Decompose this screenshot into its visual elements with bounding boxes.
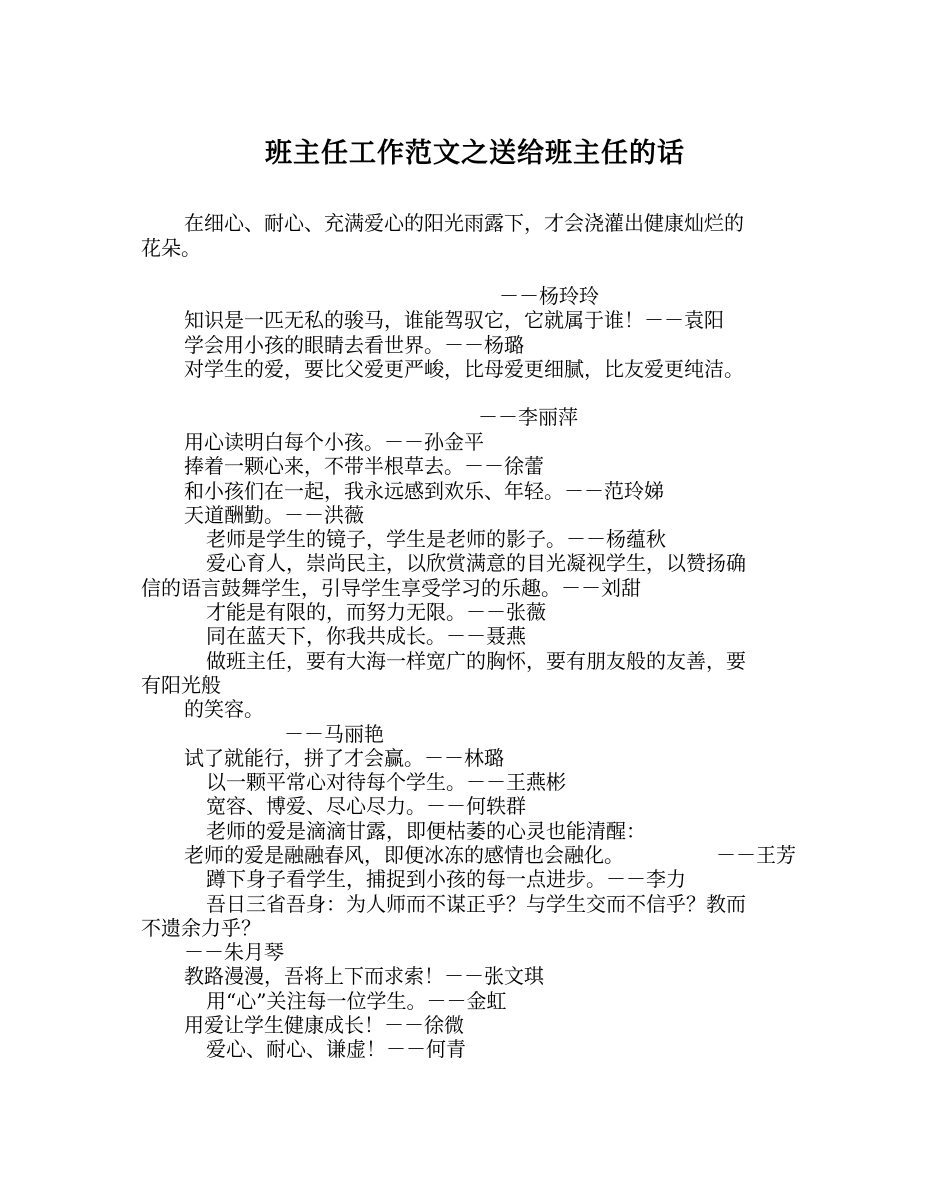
text-line: 爱心育人，崇尚民主，以欣赏满意的目光凝视学生，以赞扬确 <box>206 551 746 575</box>
text-line: 老师的爱是滴滴甘露，即便枯萎的心灵也能清醒： <box>206 819 646 843</box>
text-line: 捧着一颗心来，不带半根草去。－－徐蕾 <box>184 454 544 478</box>
text-line: 信的语言鼓舞学生，引导学生享受学习的乐趣。－－刘甜 <box>141 576 641 600</box>
text-line: 爱心、耐心、谦虚！－－何青 <box>206 1037 466 1061</box>
text-line: 才能是有限的，而努力无限。－－张薇 <box>206 600 546 624</box>
text-line: 老师是学生的镜子，学生是老师的影子。－－杨蕴秋 <box>206 527 666 551</box>
text-line: 试了就能行，拼了才会赢。－－林璐 <box>184 746 504 770</box>
text-line: 有阳光般 <box>141 673 221 697</box>
attribution-line: －－马丽艳 <box>284 722 384 746</box>
attribution-line: －－杨玲玲 <box>499 284 599 308</box>
text-line: 蹲下身子看学生，捕捉到小孩的每一点进步。－－李力 <box>206 867 686 891</box>
text-line: 同在蓝天下，你我共成长。－－聂燕 <box>206 624 526 648</box>
text-line: 老师的爱是融融春风，即便冰冻的感情也会融化。 <box>184 843 624 867</box>
text-line: 对学生的爱，要比父爱更严峻，比母爱更细腻，比友爱更纯洁。 <box>184 357 744 381</box>
text-line: 的笑容。 <box>184 697 264 721</box>
text-line: 天道酬勤。－－洪薇 <box>184 503 364 527</box>
text-line: 教路漫漫，吾将上下而求索！－－张文琪 <box>184 964 544 988</box>
attribution-line: －－李丽萍 <box>478 405 578 429</box>
text-line: 吾日三省吾身：为人师而不谋正乎？与学生交而不信乎？教而 <box>206 892 746 916</box>
text-line: 花朵。 <box>141 236 201 260</box>
document-title: 班主任工作范文之送给班主任的话 <box>265 138 685 169</box>
text-line: 知识是一匹无私的骏马，谁能驾驭它，它就属于谁！－－袁阳 <box>184 308 724 332</box>
text-line: 在细心、耐心、充满爱心的阳光雨露下，才会浇灌出健康灿烂的 <box>184 211 744 235</box>
text-line: 用爱让学生健康成长！－－徐微 <box>184 1013 464 1037</box>
text-line: 宽容、博爱、尽心尽力。－－何轶群 <box>206 794 526 818</box>
attribution-line: －－王芳 <box>716 843 796 867</box>
text-line: 学会用小孩的眼睛去看世界。－－杨璐 <box>184 333 524 357</box>
text-line: 用心读明白每个小孩。－－孙金平 <box>184 430 484 454</box>
text-line: 不遗余力乎？ <box>141 916 261 940</box>
text-line: 以一颗平常心对待每个学生。－－王燕彬 <box>206 770 566 794</box>
text-line: 做班主任，要有大海一样宽广的胸怀，要有朋友般的友善，要 <box>206 649 746 673</box>
text-line: 和小孩们在一起，我永远感到欢乐、年轻。－－范玲娣 <box>184 479 664 503</box>
text-line: 用“心”关注每一位学生。－－金虹 <box>206 989 507 1013</box>
attribution-line: －－朱月琴 <box>184 940 284 964</box>
